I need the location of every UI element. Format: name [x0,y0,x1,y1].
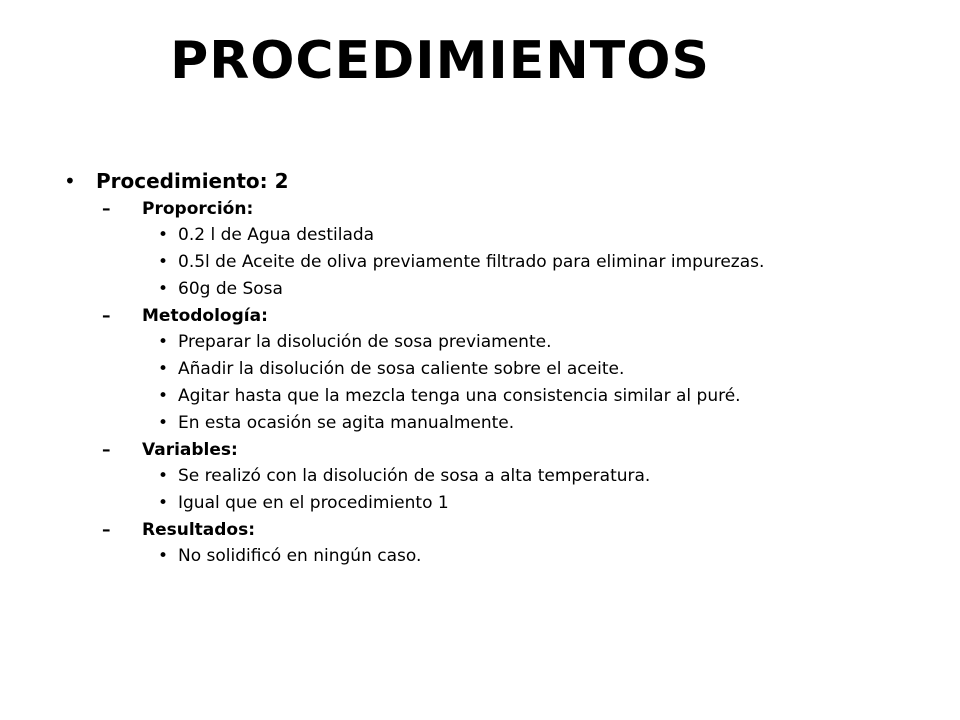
section-label: Metodología: [142,306,268,326]
list-item [64,356,834,383]
list-item [64,249,834,276]
section-resultados [64,517,834,543]
bullet-marker: • [158,252,169,272]
section-variables [64,437,834,463]
list-item-text: Igual que en el procedimiento 1 [178,493,449,513]
dash-marker: – [102,306,111,326]
bullet-marker: • [158,413,169,433]
bullet-marker: • [158,332,169,352]
section-proporcion [64,196,834,222]
list-item [64,463,834,490]
dash-marker: – [102,199,111,219]
list-item [64,383,834,410]
bullet-marker: • [158,386,169,406]
bullet-marker: • [158,279,169,299]
slide-content [64,166,834,570]
list-item [64,222,834,249]
list-item-text: Añadir la disolución de sosa caliente sobre el aceite. [178,359,625,379]
procedure-heading [64,166,834,196]
dash-marker: – [102,440,111,460]
list-item [64,543,834,570]
list-item-text: Se realizó con la disolución de sosa a alta temperatura. [178,466,651,486]
dash-marker: – [102,520,111,540]
bullet-marker: • [158,359,169,379]
list-item-text: En esta ocasión se agita manualmente. [178,413,515,433]
list-item-text: No solidificó en ningún caso. [178,546,422,566]
list-item [64,490,834,517]
bullet-marker: • [158,546,169,566]
bullet-marker: • [158,225,169,245]
bullet-marker: • [158,493,169,513]
list-item [64,329,834,356]
list-item-text: 0.2 l de Agua destilada [178,225,375,245]
list-item-text: 0.5l de Aceite de oliva previamente filtrado para eliminar impurezas. [178,252,765,272]
list-item [64,410,834,437]
bullet-marker: • [64,169,76,193]
list-item-text: Agitar hasta que la mezcla tenga una consistencia similar al puré. [178,386,741,406]
procedure-heading-label: Procedimiento: 2 [96,169,289,193]
list-item-text: Preparar la disolución de sosa previamente. [178,332,552,352]
list-item [64,276,834,303]
slide-title: PROCEDIMIENTOS [170,31,710,91]
bullet-marker: • [158,466,169,486]
section-label: Resultados: [142,520,256,540]
section-label: Variables: [142,440,238,460]
list-item-text: 60g de Sosa [178,279,283,299]
section-metodologia [64,303,834,329]
section-label: Proporción: [142,199,254,219]
